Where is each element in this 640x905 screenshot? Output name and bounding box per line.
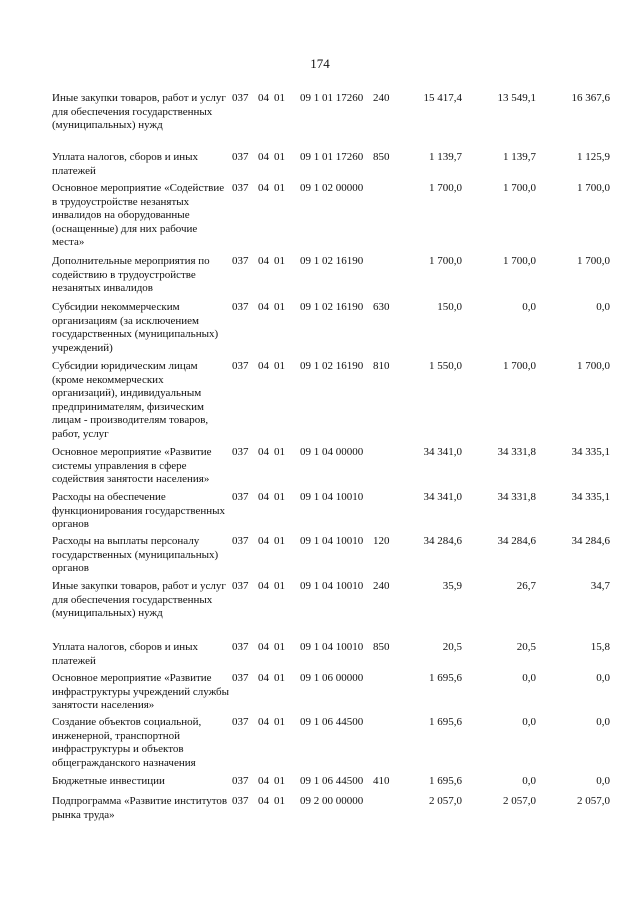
cell-v2: 1 700,0	[503, 360, 536, 372]
cell-vr: 410	[373, 775, 390, 787]
cell-vr: 630	[373, 301, 390, 313]
cell-name: Расходы на выплаты персоналу государственных (муниципальных) органов	[52, 535, 219, 575]
cell-sub: 01	[274, 360, 285, 372]
cell-adm: 037	[232, 580, 249, 592]
cell-v3: 15,8	[590, 641, 610, 653]
cell-v2: 0,0	[522, 775, 536, 787]
cell-v2: 34 331,8	[497, 491, 536, 503]
cell-sec: 04	[258, 795, 269, 807]
cell-name: Субсидии некоммерческим организациям (за исключением государственных (муниципальных) учреждений)	[52, 301, 219, 354]
cell-sub: 01	[274, 535, 285, 547]
cell-v2: 34 331,8	[497, 446, 536, 458]
cell-csr: 09 1 04 00000	[300, 446, 364, 458]
cell-v2: 34 284,6	[497, 535, 536, 547]
cell-sub: 01	[274, 255, 285, 267]
cell-vr: 240	[373, 92, 390, 104]
cell-csr: 09 1 04 10010	[300, 491, 364, 503]
cell-v3: 0,0	[596, 716, 610, 728]
cell-v2: 0,0	[522, 716, 536, 728]
cell-v1: 20,5	[442, 641, 462, 653]
cell-csr: 09 1 06 44500	[300, 716, 364, 728]
cell-v3: 1 700,0	[577, 182, 610, 194]
cell-adm: 037	[232, 92, 249, 104]
cell-csr: 09 1 06 44500	[300, 775, 364, 787]
cell-v1: 1 700,0	[429, 182, 462, 194]
cell-adm: 037	[232, 255, 249, 267]
cell-sec: 04	[258, 775, 269, 787]
cell-sec: 04	[258, 151, 269, 163]
cell-v2: 20,5	[516, 641, 536, 653]
cell-v2: 1 700,0	[503, 182, 536, 194]
cell-sec: 04	[258, 446, 269, 458]
cell-sub: 01	[274, 641, 285, 653]
cell-sub: 01	[274, 446, 285, 458]
cell-v1: 150,0	[437, 301, 462, 313]
cell-v1: 1 695,6	[429, 716, 462, 728]
cell-adm: 037	[232, 491, 249, 503]
cell-v1: 34 284,6	[423, 535, 462, 547]
cell-v2: 2 057,0	[503, 795, 536, 807]
cell-v3: 1 125,9	[577, 151, 610, 163]
cell-csr: 09 2 00 00000	[300, 795, 364, 807]
cell-vr: 850	[373, 641, 390, 653]
cell-sub: 01	[274, 491, 285, 503]
cell-v2: 13 549,1	[497, 92, 536, 104]
cell-sec: 04	[258, 255, 269, 267]
cell-adm: 037	[232, 641, 249, 653]
cell-name: Субсидии юридическим лицам (кроме некоммерческих организаций), индивидуальным предпринимателям, физическим лицам - производителям товаров, работ, услуг	[52, 360, 209, 440]
cell-v3: 34,7	[590, 580, 610, 592]
cell-csr: 09 1 01 17260	[300, 92, 364, 104]
cell-adm: 037	[232, 795, 249, 807]
cell-v1: 2 057,0	[429, 795, 462, 807]
cell-sub: 01	[274, 92, 285, 104]
cell-sec: 04	[258, 672, 269, 684]
cell-v3: 34 335,1	[571, 491, 610, 503]
cell-sub: 01	[274, 580, 285, 592]
cell-v3: 1 700,0	[577, 255, 610, 267]
cell-v1: 15 417,4	[423, 92, 462, 104]
cell-v3: 2 057,0	[577, 795, 610, 807]
cell-adm: 037	[232, 360, 249, 372]
cell-v3: 1 700,0	[577, 360, 610, 372]
cell-vr: 120	[373, 535, 390, 547]
cell-adm: 037	[232, 535, 249, 547]
cell-vr: 850	[373, 151, 390, 163]
cell-sub: 01	[274, 672, 285, 684]
cell-name: Дополнительные мероприятия по содействию в трудоустройстве незанятых инвалидов	[52, 255, 210, 295]
cell-v3: 34 284,6	[571, 535, 610, 547]
cell-adm: 037	[232, 775, 249, 787]
cell-adm: 037	[232, 716, 249, 728]
cell-name: Иные закупки товаров, работ и услуг для обеспечения государственных (муниципальных) нужд	[52, 92, 226, 132]
cell-v3: 16 367,6	[571, 92, 610, 104]
cell-v2: 0,0	[522, 672, 536, 684]
cell-v1: 1 550,0	[429, 360, 462, 372]
cell-name: Основное мероприятие «Развитие системы управления в сфере содействия занятости населения»	[52, 446, 212, 486]
cell-v1: 1 695,6	[429, 672, 462, 684]
cell-sec: 04	[258, 301, 269, 313]
cell-v3: 0,0	[596, 301, 610, 313]
cell-sec: 04	[258, 641, 269, 653]
cell-v1: 34 341,0	[423, 491, 462, 503]
cell-csr: 09 1 04 10010	[300, 535, 364, 547]
cell-adm: 037	[232, 446, 249, 458]
cell-csr: 09 1 06 00000	[300, 672, 364, 684]
cell-vr: 810	[373, 360, 390, 372]
cell-sec: 04	[258, 580, 269, 592]
cell-csr: 09 1 04 10010	[300, 641, 364, 653]
cell-sub: 01	[274, 716, 285, 728]
cell-vr: 240	[373, 580, 390, 592]
cell-csr: 09 1 01 17260	[300, 151, 364, 163]
cell-v1: 34 341,0	[423, 446, 462, 458]
cell-sub: 01	[274, 151, 285, 163]
cell-v3: 0,0	[596, 775, 610, 787]
cell-adm: 037	[232, 672, 249, 684]
cell-csr: 09 1 02 16190	[300, 360, 364, 372]
cell-name: Бюджетные инвестиции	[52, 775, 165, 787]
cell-sec: 04	[258, 491, 269, 503]
cell-sec: 04	[258, 716, 269, 728]
cell-v2: 1 139,7	[503, 151, 536, 163]
cell-v2: 0,0	[522, 301, 536, 313]
cell-name: Основное мероприятие «Содействие в трудоустройстве незанятых инвалидов на оборудованные (оснащенные) для них рабочие места»	[52, 182, 225, 249]
cell-v1: 1 139,7	[429, 151, 462, 163]
cell-v3: 0,0	[596, 672, 610, 684]
cell-csr: 09 1 04 10010	[300, 580, 364, 592]
cell-adm: 037	[232, 182, 249, 194]
cell-sub: 01	[274, 301, 285, 313]
cell-v1: 35,9	[442, 580, 462, 592]
cell-v1: 1 695,6	[429, 775, 462, 787]
cell-v2: 1 700,0	[503, 255, 536, 267]
cell-sec: 04	[258, 182, 269, 194]
cell-name: Уплата налогов, сборов и иных платежей	[52, 641, 199, 667]
cell-sub: 01	[274, 775, 285, 787]
cell-name: Подпрограмма «Развитие институтов рынка труда»	[52, 795, 228, 821]
cell-sec: 04	[258, 535, 269, 547]
cell-name: Расходы на обеспечение функционирования государственных органов	[52, 491, 226, 531]
cell-adm: 037	[232, 151, 249, 163]
cell-sec: 04	[258, 360, 269, 372]
page-number: 174	[310, 56, 330, 71]
cell-v2: 26,7	[516, 580, 536, 592]
cell-sec: 04	[258, 92, 269, 104]
cell-csr: 09 1 02 16190	[300, 301, 364, 313]
cell-adm: 037	[232, 301, 249, 313]
cell-v1: 1 700,0	[429, 255, 462, 267]
cell-name: Основное мероприятие «Развитие инфраструктуры учреждений службы занятости населения»	[52, 672, 230, 712]
cell-sub: 01	[274, 182, 285, 194]
cell-csr: 09 1 02 00000	[300, 182, 364, 194]
cell-name: Уплата налогов, сборов и иных платежей	[52, 151, 199, 177]
cell-name: Иные закупки товаров, работ и услуг для обеспечения государственных (муниципальных) нужд	[52, 580, 226, 620]
cell-v3: 34 335,1	[571, 446, 610, 458]
cell-sub: 01	[274, 795, 285, 807]
cell-csr: 09 1 02 16190	[300, 255, 364, 267]
cell-name: Создание объектов социальной, инженерной, транспортной инфраструктуры и объектов общегражданского назначения	[52, 716, 202, 769]
